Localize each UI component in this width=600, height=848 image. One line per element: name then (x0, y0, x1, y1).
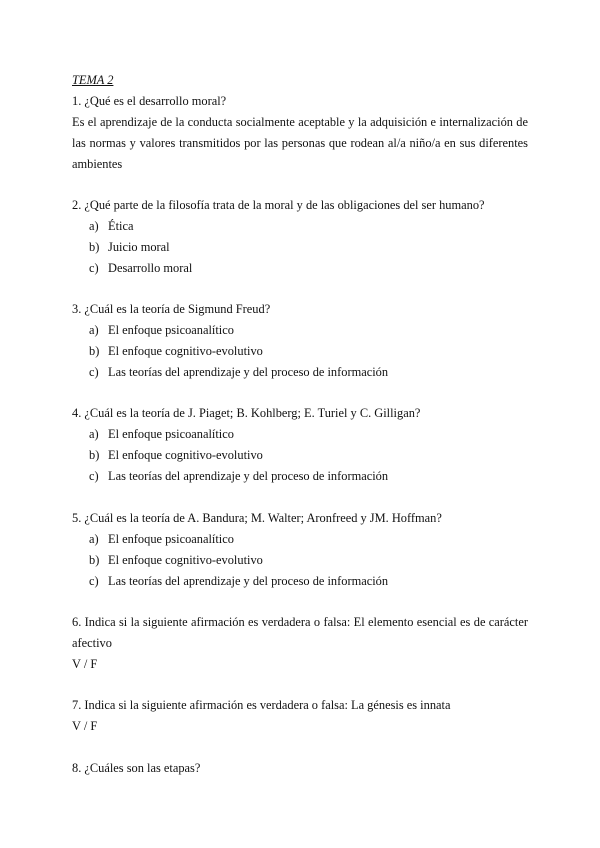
option-marker: b) (89, 553, 100, 567)
option-marker: b) (89, 240, 100, 254)
option-text: El enfoque cognitivo-evolutivo (108, 448, 263, 462)
question-3: 3. ¿Cuál es la teoría de Sigmund Freud? (72, 302, 271, 316)
question-2: 2. ¿Qué parte de la filosofía trata de la moral y de las obligaciones del ser humano? (72, 198, 485, 212)
option-marker: a) (89, 532, 99, 546)
option-text: El enfoque cognitivo-evolutivo (108, 553, 263, 567)
question-7: 7. Indica si la siguiente afirmación es verdadera o falsa: La génesis es innata (72, 698, 451, 712)
question-4: 4. ¿Cuál es la teoría de J. Piaget; B. Kohlberg; E. Turiel y C. Gilligan? (72, 406, 421, 420)
option-3b (89, 343, 263, 359)
option-4a (89, 426, 234, 442)
option-marker: c) (89, 261, 99, 275)
question-8: 8. ¿Cuáles son las etapas? (72, 761, 201, 775)
option-text: El enfoque cognitivo-evolutivo (108, 344, 263, 358)
option-marker: a) (89, 427, 99, 441)
question-6-line-1: 6. Indica si la siguiente afirmación es verdadera o falsa: El elemento esencial es de carácter (72, 615, 528, 629)
option-3c (89, 364, 388, 380)
answer-7: V / F (72, 719, 98, 733)
question-6-line-2: afectivo (72, 636, 112, 650)
option-text: Desarrollo moral (108, 261, 193, 275)
option-2c (89, 260, 192, 276)
option-5b (89, 552, 263, 568)
option-text: El enfoque psicoanalítico (108, 427, 234, 441)
document-title: TEMA 2 (72, 73, 114, 87)
option-text: Las teorías del aprendizaje y del proceso de información (108, 574, 389, 588)
option-3a (89, 322, 234, 338)
option-4c (89, 468, 388, 484)
answer-1-line-1: Es el aprendizaje de la conducta socialmente aceptable y la adquisición e internalización de (72, 115, 528, 129)
option-text: Las teorías del aprendizaje y del proceso de información (108, 469, 389, 483)
option-2a (89, 218, 133, 234)
option-text: Las teorías del aprendizaje y del proceso de información (108, 365, 389, 379)
option-text: El enfoque psicoanalítico (108, 532, 234, 546)
option-marker: b) (89, 448, 100, 462)
option-marker: a) (89, 219, 99, 233)
option-marker: c) (89, 365, 99, 379)
answer-1-line-2: las normas y valores transmitidos por las personas que rodean al/a niño/a en sus diferentes (72, 136, 528, 150)
option-marker: c) (89, 574, 99, 588)
option-4b (89, 447, 263, 463)
option-2b (89, 239, 170, 255)
option-text: El enfoque psicoanalítico (108, 323, 234, 337)
question-1: 1. ¿Qué es el desarrollo moral? (72, 94, 227, 108)
answer-1-line-3: ambientes (72, 157, 123, 171)
option-5c (89, 573, 388, 589)
option-marker: b) (89, 344, 100, 358)
option-text: Ética (108, 219, 134, 233)
option-marker: a) (89, 323, 99, 337)
answer-6: V / F (72, 657, 98, 671)
question-5: 5. ¿Cuál es la teoría de A. Bandura; M. Walter; Aronfreed y JM. Hoffman? (72, 511, 442, 525)
option-text: Juicio moral (108, 240, 170, 254)
option-5a (89, 531, 234, 547)
option-marker: c) (89, 469, 99, 483)
